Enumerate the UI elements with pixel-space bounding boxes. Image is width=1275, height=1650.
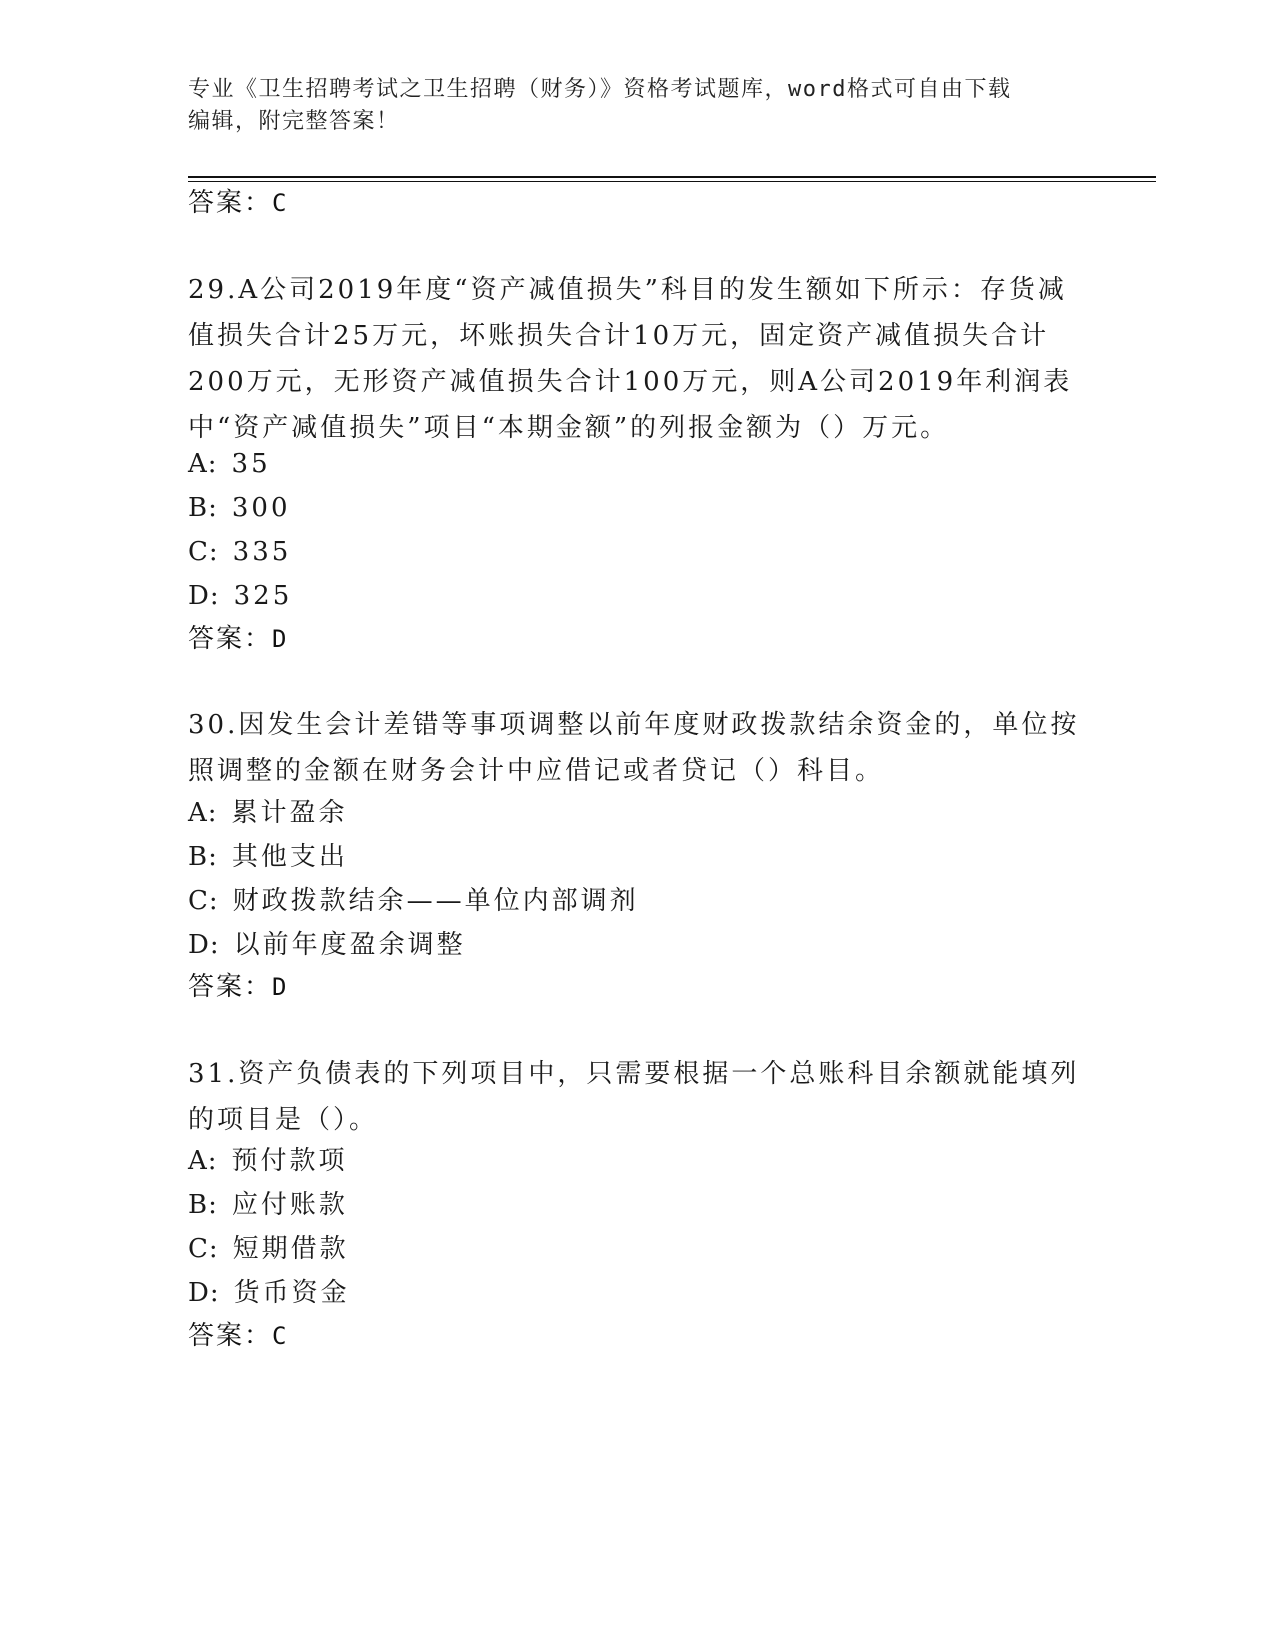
option-key: A: [188, 798, 218, 828]
header-line-2: 编辑，附完整答案！ [188, 109, 400, 134]
question-line: 中“资产减值损失”项目“本期金额”的列报金额为（）万元。 [188, 413, 950, 443]
option-c [188, 1232, 349, 1266]
answer-label: 答案： [188, 624, 273, 654]
option-text: 应付账款 [231, 1190, 348, 1220]
answer-value: C [272, 189, 289, 217]
option-key: C: [188, 537, 219, 567]
option-key: B: [188, 1190, 218, 1220]
answer-value: D [272, 973, 289, 1001]
answer-value: C [272, 1322, 289, 1350]
answer-31 [188, 1319, 288, 1353]
option-text: 短期借款 [232, 1234, 349, 1264]
answer-29 [188, 622, 288, 656]
option-b [188, 840, 348, 874]
option-key: D: [188, 1278, 220, 1308]
option-text: 以前年度盈余调整 [233, 930, 466, 960]
question-line: 的项目是（）。 [188, 1105, 379, 1135]
option-key: A: [188, 1146, 218, 1176]
answer-label: 答案： [188, 1321, 273, 1351]
option-d [188, 579, 292, 613]
option-d [188, 1276, 350, 1310]
document-header [188, 74, 1088, 138]
prev-answer [188, 186, 288, 220]
question-line: 29.A公司2019年度“资产减值损失”科目的发生额如下所示：存货减 [188, 275, 1067, 305]
answer-label: 答案： [188, 188, 273, 218]
option-a [188, 796, 348, 830]
option-text: 货币资金 [233, 1278, 350, 1308]
option-a [188, 1144, 348, 1178]
option-a [188, 447, 271, 481]
option-text: 300 [231, 493, 291, 523]
option-key: A: [188, 449, 218, 479]
option-key: D: [188, 930, 220, 960]
option-b [188, 491, 291, 525]
option-text: 325 [233, 581, 293, 611]
option-d [188, 928, 466, 962]
question-line: 值损失合计25万元，坏账损失合计10万元，固定资产减值损失合计 [188, 321, 1050, 351]
question-line: 31.资产负债表的下列项目中，只需要根据一个总账科目余额就能填列 [188, 1059, 1080, 1089]
question-line: 200万元，无形资产减值损失合计100万元，则A公司2019年利润表 [188, 367, 1073, 397]
answer-30 [188, 970, 288, 1004]
answer-value: D [272, 625, 289, 653]
question-line: 照调整的金额在财务会计中应借记或者贷记（）科目。 [188, 756, 885, 786]
option-c [188, 535, 291, 569]
question-29 [188, 267, 1088, 451]
option-key: D: [188, 581, 220, 611]
question-31 [188, 1051, 1088, 1143]
option-text: 其他支出 [231, 842, 348, 872]
option-text: 财政拨款结余——单位内部调剂 [232, 886, 639, 916]
answer-label: 答案： [188, 972, 273, 1002]
header-divider-thick [188, 176, 1156, 178]
header-line-1: 专业《卫生招聘考试之卫生招聘（财务）》资格考试题库，word格式可自由下载 [188, 77, 1012, 102]
question-30 [188, 702, 1088, 794]
option-text: 预付款项 [231, 1146, 348, 1176]
option-text: 335 [232, 537, 292, 567]
option-key: B: [188, 493, 218, 523]
option-key: C: [188, 886, 219, 916]
question-line: 30.因发生会计差错等事项调整以前年度财政拨款结余资金的，单位按 [188, 710, 1080, 740]
option-text: 累计盈余 [231, 798, 348, 828]
option-b [188, 1188, 348, 1222]
header-divider-thin [188, 181, 1156, 182]
option-key: B: [188, 842, 218, 872]
option-text: 35 [231, 449, 271, 479]
option-key: C: [188, 1234, 219, 1264]
option-c [188, 884, 639, 918]
